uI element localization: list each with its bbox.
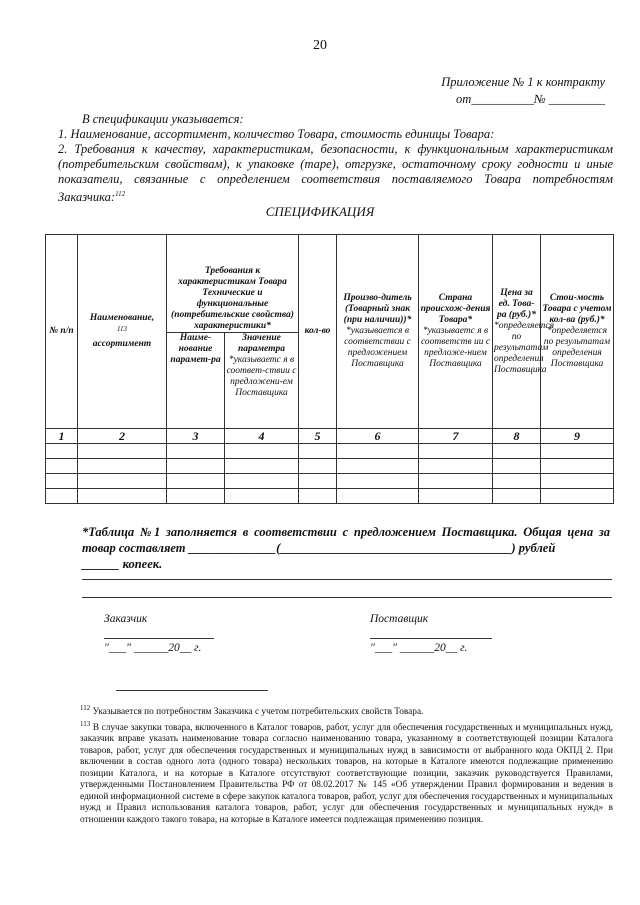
footnote-separator [116,690,268,691]
header-cost: Стои-мость Товара с учетом кол-ва (руб.)* *определяется по результатам определения Поставщика [541,235,614,429]
supplier-label: Поставщик [370,613,429,625]
header-country: Страна происхож-дения Товара* *указываетс я в соответств ии с предложе-нием Поставщика [419,235,493,429]
page-number: 20 [313,38,327,53]
header-param-value: Значение параметра *указываетс я в соответ-ствии с предложени-ем Поставщика [225,333,299,429]
table-cell[interactable] [46,444,78,459]
table-cell[interactable] [493,474,541,489]
column-numbers-row [46,429,614,444]
col-number: 4 [225,429,299,444]
specification-table [45,234,614,504]
table-row [46,444,614,459]
intro-text [58,112,613,205]
table-cell[interactable] [225,459,299,474]
spec-title: СПЕЦИФИКАЦИЯ [265,204,375,219]
table-cell[interactable] [493,459,541,474]
table-cell[interactable] [299,444,337,459]
blank-line [82,597,612,598]
table-cell[interactable] [419,444,493,459]
footnote-112: $^{112}$ Указывается по потребностям Заказчика с учетом потребительских свойств Товара. [80,704,424,718]
appendix-date-number: от__________№ _________ [456,92,605,106]
table-cell[interactable] [167,444,225,459]
col-number: 5 [299,429,337,444]
supplier-date: "___" ______20__ г. [370,642,468,654]
table-cell[interactable] [299,459,337,474]
customer-label: Заказчик [104,613,148,625]
table-cell[interactable] [167,489,225,504]
col-number: 8 [493,429,541,444]
table-cell[interactable] [46,489,78,504]
table-cell[interactable] [78,459,167,474]
table-cell[interactable] [78,489,167,504]
table-cell[interactable] [167,459,225,474]
header-qty: кол-во [299,235,337,429]
appendix-header [441,74,605,108]
table-cell[interactable] [225,444,299,459]
intro-lead: В спецификации указывается: [82,112,244,126]
table-cell[interactable] [493,489,541,504]
customer-date: "___" ______20__ г. [104,642,202,654]
supplier-signature-line [370,638,492,639]
col-number: 7 [419,429,493,444]
table-cell[interactable] [46,474,78,489]
footnote-113: $^{113}$ В случае закупки товара, включенного в Каталог товаров, работ, услуг для обеспечения государственных и муниципальных нужд, заказчик вправе указать наименование товара согласно наименованию товара, указанному в соответствующей позиции Каталога товаров, работ, услуг для обеспечения государственных и муниципальных нужд в зависимости от выбранного кода ОКПД 2. При включении в состав одного лота (одного товара) нескольких товаров, на которые в Каталоге имеются подлежащие применению позиции Каталога, и на которые в Каталоге отсутствуют соответствующие позиции, заказчик руководствуется Правилами, утвержденными Постановлением Правительства РФ от 08.02.2017 № 145 «Об утверждении Правил формирования и ведения в единой информационной системе в сфере закупок каталога товаров, работ, услуг для обеспечения государственных и муниципальных нужд и Правил использования каталога товаров, работ, услуг для обеспечения государственных и муниципальных нужд» в отношении каждого такого товара, на которые в Каталоге имеется подлежащая применению позиция. [80,719,613,825]
footnote-ref: 112 [115,190,126,198]
footnotes [80,703,613,826]
kopecks-text: ______ копеек. [82,557,163,571]
appendix-title: Приложение № 1 к контракту [441,75,605,89]
table-cell[interactable] [46,459,78,474]
table-cell[interactable] [419,474,493,489]
total-price-text: *Таблица №1 заполняется в соответствии с предложением Поставщика. Общая цена за товар составляет ______________(_____________________________________) рублей [82,525,610,555]
table-cell[interactable] [337,459,419,474]
table-cell[interactable] [541,444,614,459]
table-note [82,524,610,572]
header-maker: Произво-дитель (Товарный знак (при наличии))* *указывается в соответствии с предложением Поставщика [337,235,419,429]
col-number: 9 [541,429,614,444]
table-cell[interactable] [167,474,225,489]
customer-signature-line [104,638,214,639]
table-cell[interactable] [541,474,614,489]
col-number: 2 [78,429,167,444]
table-cell[interactable] [337,489,419,504]
table-cell[interactable] [493,444,541,459]
header-price: Цена за ед. Това-ра (руб.)* *определяется по результатам определения Поставщика [493,235,541,429]
table-cell[interactable] [337,444,419,459]
header-num: № п/п [46,235,78,429]
header-name: Наименование, $^{113}$ ассортимент [78,235,167,429]
table-cell[interactable] [299,474,337,489]
table-row [46,489,614,504]
intro-item-2 [58,142,613,205]
table-cell[interactable] [419,459,493,474]
table-cell[interactable] [541,459,614,474]
table-cell[interactable] [78,474,167,489]
table-cell[interactable] [78,444,167,459]
header-param-name: Наиме-нование парамет-ра [167,333,225,429]
intro-item-2-text: 2. Требования к качеству, характеристикам, безопасности, к функциональным характеристикам (потребительским свойствам), к упаковке (таре), отгрузке, остаточному сроку годности и иные показатели, связанные с определением соответствия поставляемого Товара потребностям Заказчика: [58,142,613,205]
table-cell[interactable] [337,474,419,489]
col-number: 1 [46,429,78,444]
blank-line [82,579,612,580]
intro-item-1: 1. Наименование, ассортимент, количество Товара, стоимость единицы Товара: [58,127,495,141]
col-number: 3 [167,429,225,444]
table-cell[interactable] [299,489,337,504]
table-cell[interactable] [225,474,299,489]
col-number: 6 [337,429,419,444]
table-cell[interactable] [541,489,614,504]
table-row [46,474,614,489]
header-requirements: Требования к характеристикам Товара Технические и функциональные (потребительские свойства) характеристики* [167,235,299,333]
table-cell[interactable] [225,489,299,504]
table-cell[interactable] [419,489,493,504]
table-row [46,459,614,474]
